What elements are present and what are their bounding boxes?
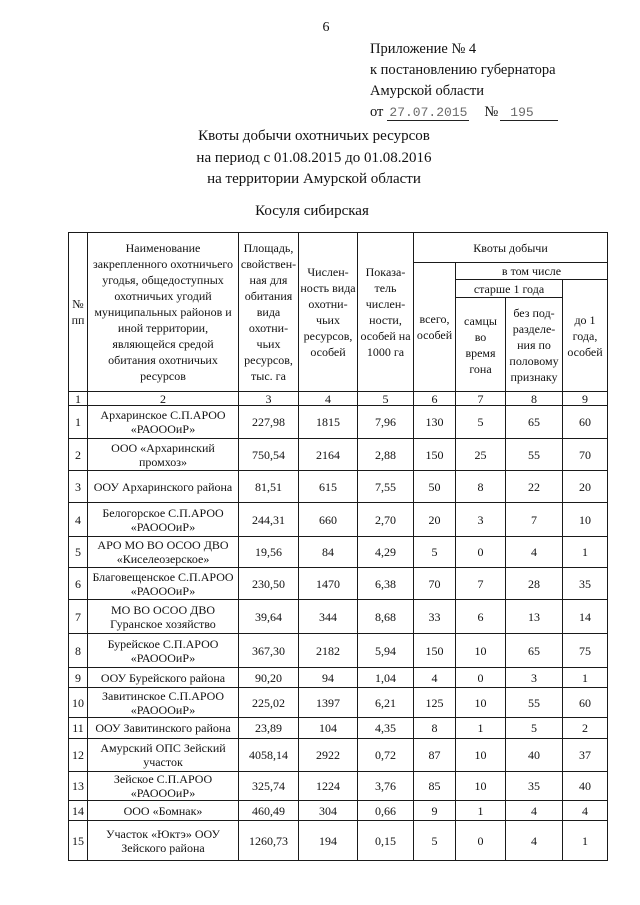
cell-name: Зейское С.П.АРОО «РАОООиР» [88, 772, 239, 801]
cell-name: Участок «Юктэ» ООУ Зейского района [88, 821, 239, 861]
cell-population: 2922 [299, 739, 358, 772]
table-row [69, 568, 608, 600]
column-number: 3 [239, 392, 299, 406]
cell-males-rut: 1 [456, 801, 506, 821]
cell-males-rut: 5 [456, 406, 506, 439]
number-label: № [484, 104, 499, 120]
cell-total: 87 [414, 739, 456, 772]
cell-total: 150 [414, 634, 456, 668]
document-title [64, 126, 564, 191]
cell-number: 15 [69, 821, 88, 861]
cell-males-rut: 0 [456, 668, 506, 688]
cell-young: 70 [563, 439, 608, 471]
table-row [69, 821, 608, 861]
cell-total: 4 [414, 668, 456, 688]
column-number-row [69, 392, 608, 406]
table-row [69, 718, 608, 739]
cell-number: 8 [69, 634, 88, 668]
header-name: Наименование закрепленного охотничьего угодья, общедоступных охотничьих угодий муниципальных районов и иной территории, являющейся средой обитания охотничьих ресурсов [88, 233, 239, 392]
cell-total: 9 [414, 801, 456, 821]
decree-date: 27.07.2015 [389, 105, 468, 120]
cell-area: 1260,73 [239, 821, 299, 861]
cell-area: 90,20 [239, 668, 299, 688]
cell-area: 4058,14 [239, 739, 299, 772]
cell-number: 1 [69, 406, 88, 439]
cell-density: 2,70 [358, 503, 414, 537]
cell-no-sex: 40 [506, 739, 563, 772]
table-row [69, 503, 608, 537]
appendix-region: Амурской области [370, 83, 484, 99]
cell-total: 70 [414, 568, 456, 600]
cell-population: 615 [299, 471, 358, 503]
cell-number: 11 [69, 718, 88, 739]
header-males-rut: самцы во время гона [456, 298, 506, 392]
column-number: 2 [88, 392, 239, 406]
cell-young: 35 [563, 568, 608, 600]
table-row [69, 739, 608, 772]
cell-no-sex: 35 [506, 772, 563, 801]
cell-area: 244,31 [239, 503, 299, 537]
cell-name: ООУ Бурейского района [88, 668, 239, 688]
cell-population: 1224 [299, 772, 358, 801]
table-row [69, 471, 608, 503]
cell-males-rut: 0 [456, 821, 506, 861]
header-quota: Квоты добычи [414, 233, 608, 263]
cell-no-sex: 4 [506, 537, 563, 568]
cell-males-rut: 10 [456, 634, 506, 668]
document-title-line: на территории Амурской области [207, 171, 421, 187]
species-title: Косуля сибирская [255, 203, 369, 219]
cell-density: 7,55 [358, 471, 414, 503]
appendix-decree: к постановлению губернатора [370, 62, 556, 78]
cell-males-rut: 3 [456, 503, 506, 537]
cell-density: 0,15 [358, 821, 414, 861]
header-no-sex: без под- разделе- ния по половому признаку [506, 298, 563, 392]
column-number: 4 [299, 392, 358, 406]
cell-name: Благовещенское С.П.АРОО «РАОООиР» [88, 568, 239, 600]
column-number: 5 [358, 392, 414, 406]
cell-number: 6 [69, 568, 88, 600]
cell-young: 75 [563, 634, 608, 668]
cell-population: 660 [299, 503, 358, 537]
cell-population: 2182 [299, 634, 358, 668]
cell-population: 104 [299, 718, 358, 739]
column-number: 8 [506, 392, 563, 406]
cell-density: 2,88 [358, 439, 414, 471]
cell-density: 5,94 [358, 634, 414, 668]
cell-no-sex: 13 [506, 600, 563, 634]
table-row [69, 668, 608, 688]
header-older: старше 1 года [456, 280, 563, 298]
cell-number: 9 [69, 668, 88, 688]
cell-name: ООО «Бомнак» [88, 801, 239, 821]
table-row [69, 439, 608, 471]
column-number: 9 [563, 392, 608, 406]
header-area: Площадь, свойствен- ная для обитания вида охотни- чьих ресурсов, тыс. га [239, 233, 299, 392]
table-row [69, 634, 608, 668]
cell-total: 33 [414, 600, 456, 634]
cell-name: Завитинское С.П.АРОО «РАОООиР» [88, 688, 239, 718]
cell-density: 7,96 [358, 406, 414, 439]
cell-total: 150 [414, 439, 456, 471]
cell-area: 367,30 [239, 634, 299, 668]
document-title-line: на период с 01.08.2015 до 01.08.2016 [196, 149, 432, 166]
cell-young: 14 [563, 600, 608, 634]
decree-number: 195 [500, 105, 557, 121]
cell-no-sex: 28 [506, 568, 563, 600]
quota-table [68, 232, 608, 861]
cell-males-rut: 10 [456, 772, 506, 801]
cell-name: ООУ Архаринского района [88, 471, 239, 503]
cell-area: 39,64 [239, 600, 299, 634]
cell-name: ООО «Архаринский промхоз» [88, 439, 239, 471]
cell-name: ООУ Завитинского района [88, 718, 239, 739]
cell-no-sex: 65 [506, 406, 563, 439]
cell-no-sex: 55 [506, 688, 563, 718]
cell-young: 60 [563, 688, 608, 718]
cell-young: 10 [563, 503, 608, 537]
appendix-date-line [370, 102, 610, 123]
cell-number: 13 [69, 772, 88, 801]
date-prefix: от [370, 104, 384, 120]
header-including: в том числе [456, 263, 608, 280]
header-row [69, 233, 608, 263]
cell-number: 7 [69, 600, 88, 634]
cell-area: 227,98 [239, 406, 299, 439]
header-number: № пп [69, 233, 88, 392]
cell-total: 125 [414, 688, 456, 718]
cell-number: 10 [69, 688, 88, 718]
cell-young: 60 [563, 406, 608, 439]
cell-density: 6,21 [358, 688, 414, 718]
cell-name: Белогорское С.П.АРОО «РАОООиР» [88, 503, 239, 537]
cell-area: 23,89 [239, 718, 299, 739]
cell-density: 0,72 [358, 739, 414, 772]
cell-males-rut: 8 [456, 471, 506, 503]
cell-young: 20 [563, 471, 608, 503]
cell-name: МО ВО ОСОО ДВО Гуранское хозяйство [88, 600, 239, 634]
table-row [69, 537, 608, 568]
cell-number: 14 [69, 801, 88, 821]
cell-number: 4 [69, 503, 88, 537]
cell-population: 84 [299, 537, 358, 568]
cell-no-sex: 4 [506, 821, 563, 861]
cell-area: 460,49 [239, 801, 299, 821]
cell-area: 325,74 [239, 772, 299, 801]
cell-area: 19,56 [239, 537, 299, 568]
header-population: Числен- ность вида охотни- чьих ресурсов, особей [299, 233, 358, 392]
cell-number: 2 [69, 439, 88, 471]
cell-density: 1,04 [358, 668, 414, 688]
cell-males-rut: 10 [456, 739, 506, 772]
cell-no-sex: 7 [506, 503, 563, 537]
table-row [69, 801, 608, 821]
header-total: всего, особей [414, 263, 456, 392]
cell-no-sex: 5 [506, 718, 563, 739]
cell-density: 4,29 [358, 537, 414, 568]
document-title-line: Квоты добычи охотничьих ресурсов [198, 128, 430, 144]
cell-population: 304 [299, 801, 358, 821]
cell-young: 40 [563, 772, 608, 801]
appendix-block [370, 39, 610, 123]
header-density: Показа- тель числен- ности, особей на 1000 га [358, 233, 414, 392]
cell-number: 3 [69, 471, 88, 503]
cell-young: 2 [563, 718, 608, 739]
cell-population: 1397 [299, 688, 358, 718]
cell-area: 81,51 [239, 471, 299, 503]
cell-population: 94 [299, 668, 358, 688]
cell-area: 230,50 [239, 568, 299, 600]
cell-total: 20 [414, 503, 456, 537]
cell-density: 3,76 [358, 772, 414, 801]
cell-young: 1 [563, 668, 608, 688]
cell-males-rut: 10 [456, 688, 506, 718]
cell-young: 37 [563, 739, 608, 772]
cell-young: 1 [563, 821, 608, 861]
cell-name: Амурский ОПС Зейский участок [88, 739, 239, 772]
table-body [69, 406, 608, 861]
cell-no-sex: 55 [506, 439, 563, 471]
cell-total: 5 [414, 821, 456, 861]
cell-density: 8,68 [358, 600, 414, 634]
cell-no-sex: 3 [506, 668, 563, 688]
cell-density: 0,66 [358, 801, 414, 821]
cell-young: 1 [563, 537, 608, 568]
cell-area: 225,02 [239, 688, 299, 718]
column-number: 7 [456, 392, 506, 406]
cell-total: 8 [414, 718, 456, 739]
cell-population: 1815 [299, 406, 358, 439]
cell-number: 5 [69, 537, 88, 568]
cell-population: 344 [299, 600, 358, 634]
cell-area: 750,54 [239, 439, 299, 471]
cell-number: 12 [69, 739, 88, 772]
cell-total: 85 [414, 772, 456, 801]
cell-males-rut: 25 [456, 439, 506, 471]
cell-total: 5 [414, 537, 456, 568]
table-row [69, 772, 608, 801]
table-row [69, 406, 608, 439]
cell-males-rut: 0 [456, 537, 506, 568]
cell-total: 130 [414, 406, 456, 439]
cell-no-sex: 4 [506, 801, 563, 821]
cell-young: 4 [563, 801, 608, 821]
cell-name: АРО МО ВО ОСОО ДВО «Киселеозерское» [88, 537, 239, 568]
cell-no-sex: 22 [506, 471, 563, 503]
column-number: 1 [69, 392, 88, 406]
cell-density: 6,38 [358, 568, 414, 600]
cell-population: 194 [299, 821, 358, 861]
cell-population: 1470 [299, 568, 358, 600]
cell-males-rut: 1 [456, 718, 506, 739]
cell-name: Бурейское С.П.АРОО «РАОООиР» [88, 634, 239, 668]
cell-total: 50 [414, 471, 456, 503]
page-number: 6 [322, 20, 330, 35]
cell-population: 2164 [299, 439, 358, 471]
column-number: 6 [414, 392, 456, 406]
cell-name: Архаринское С.П.АРОО «РАОООиР» [88, 406, 239, 439]
table-row [69, 688, 608, 718]
table-row [69, 600, 608, 634]
cell-males-rut: 7 [456, 568, 506, 600]
cell-density: 4,35 [358, 718, 414, 739]
cell-males-rut: 6 [456, 600, 506, 634]
cell-no-sex: 65 [506, 634, 563, 668]
header-young: до 1 года, особей [563, 280, 608, 392]
appendix-title: Приложение № 4 [370, 41, 477, 57]
